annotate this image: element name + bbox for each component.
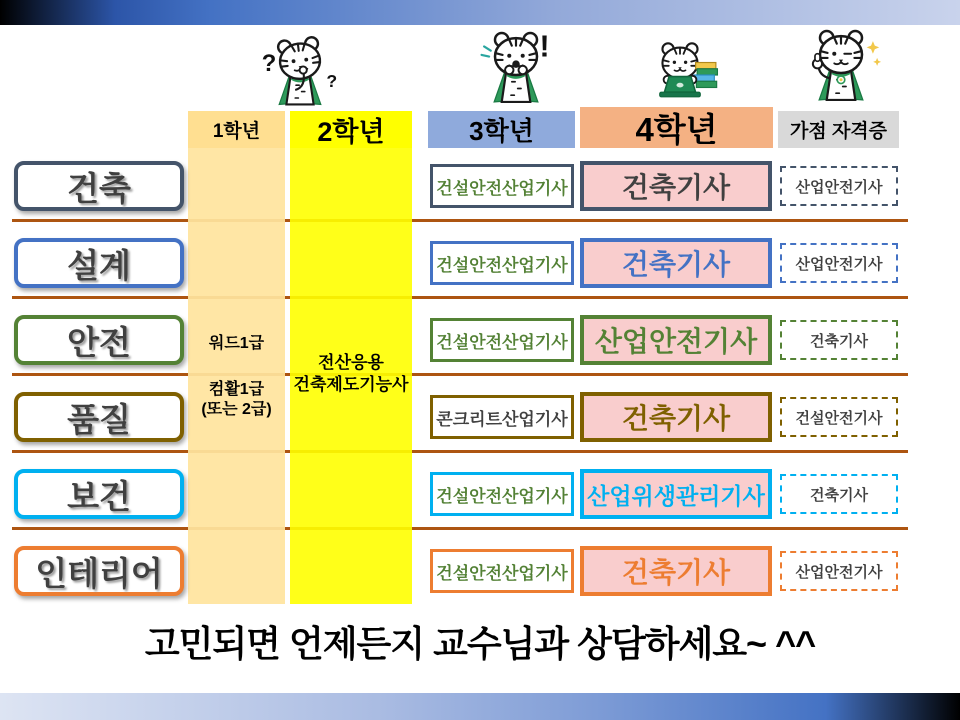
grade4-cert-cell: 건축기사	[580, 546, 772, 596]
grade4-cert-cell: 건축기사	[580, 392, 772, 442]
row-divider	[12, 373, 908, 376]
tiger-studying-icon	[630, 36, 730, 114]
bonus-cert-cell: 건설안전기사	[780, 397, 898, 437]
track-label-safety: 안전	[14, 315, 184, 365]
bottom-gradient-bar	[0, 693, 960, 720]
bonus-cert-cell: 산업안전기사	[780, 551, 898, 591]
grade3-cert-cell: 건설안전산업기사	[430, 164, 574, 208]
grade2-cert-line1: 전산응용	[318, 353, 384, 372]
grade3-cert-cell: 건설안전산업기사	[430, 549, 574, 593]
grade4-cert-cell: 건축기사	[580, 238, 772, 288]
header-grade3: 3학년	[428, 111, 575, 148]
track-label-interior: 인테리어	[14, 546, 184, 596]
grade1-cert-computer-line2: (또는 2급)	[201, 401, 272, 418]
bonus-cert-cell: 건축기사	[780, 320, 898, 360]
header-grade2: 2학년	[290, 111, 412, 148]
bonus-cert-cell: 산업안전기사	[780, 166, 898, 206]
svg-text:?: ?	[326, 70, 338, 91]
grade4-cert-cell: 건축기사	[580, 161, 772, 211]
grade1-cert-computer-line1: 컴활1급	[208, 381, 265, 398]
header-grade4: 4학년	[580, 107, 773, 148]
row-divider	[12, 527, 908, 530]
tiger-surprised-icon	[474, 28, 558, 112]
grade3-cert-cell: 건설안전산업기사	[430, 318, 574, 362]
tiger-winking-icon	[798, 26, 884, 110]
grade2-cert	[290, 352, 412, 396]
track-label-architecture: 건축	[14, 161, 184, 211]
track-label-design: 설계	[14, 238, 184, 288]
grade4-cert-cell: 산업안전기사	[580, 315, 772, 365]
grade2-cert-line2: 건축제도기능사	[293, 375, 409, 394]
bonus-cert-cell: 건축기사	[780, 474, 898, 514]
grade4-cert-cell: 산업위생관리기사	[580, 469, 772, 519]
bottom-message: 고민되면 언제든지 교수님과 상담하세요~ ^^	[144, 623, 816, 664]
track-label-health: 보건	[14, 469, 184, 519]
row-divider	[12, 450, 908, 453]
svg-text:?: ?	[261, 49, 277, 77]
grade1-cert-computer	[188, 380, 285, 420]
header-grade1: 1학년	[188, 111, 285, 148]
track-label-quality: 품질	[14, 392, 184, 442]
header-bonus-certs: 가점 자격증	[778, 111, 899, 148]
grade1-cert-word: 워드1급	[208, 335, 265, 352]
row-divider	[12, 219, 908, 222]
tiger-thinking-icon	[256, 34, 344, 114]
top-gradient-bar	[0, 0, 960, 25]
grade3-cert-cell: 건설안전산업기사	[430, 241, 574, 285]
row-divider	[12, 296, 908, 299]
grade3-cert-cell: 건설안전산업기사	[430, 472, 574, 516]
grade3-cert-cell: 콘크리트산업기사	[430, 395, 574, 439]
grade1-column-band	[188, 111, 285, 604]
svg-text:!: !	[539, 30, 550, 64]
bonus-cert-cell: 산업안전기사	[780, 243, 898, 283]
